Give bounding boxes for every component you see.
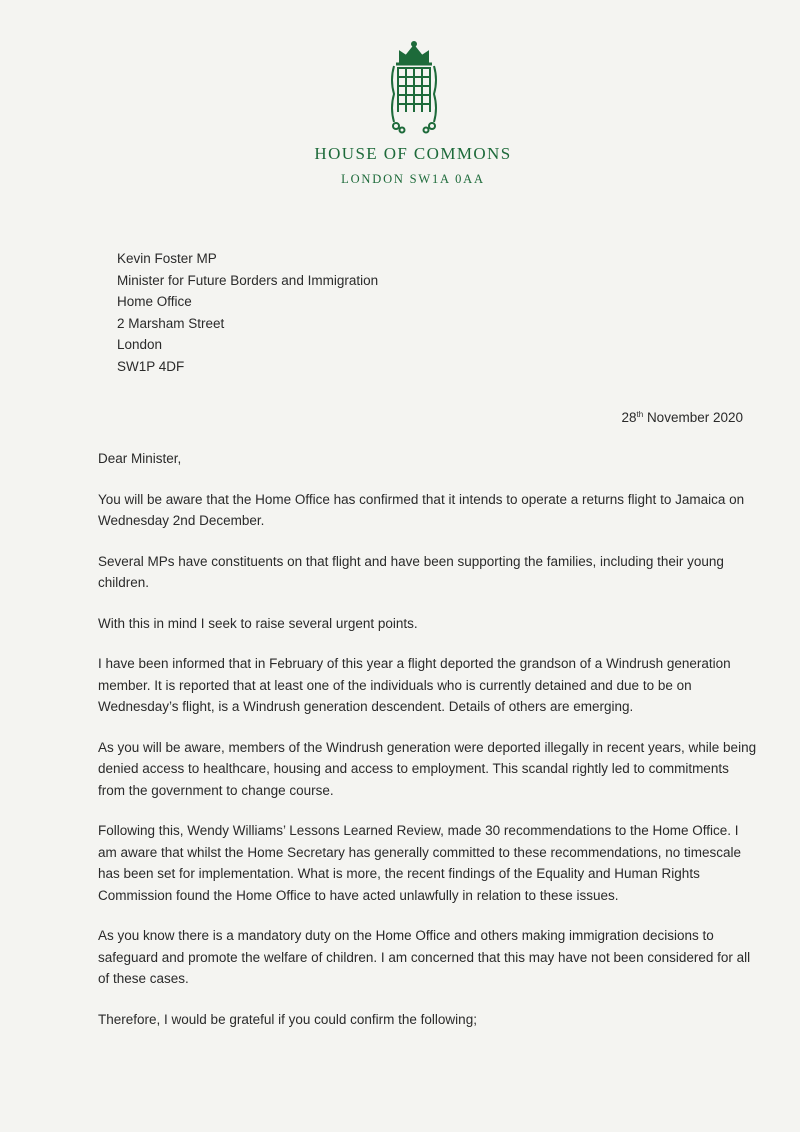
recipient-line: Home Office	[117, 294, 192, 309]
recipient-line: London	[117, 337, 163, 352]
paragraph: You will be aware that the Home Office has confirmed that it intends to operate a returns flight to Jamaica on Wednesday 2nd December.	[98, 491, 745, 528]
paragraph: I have been informed that in February of this year a flight deported the grandson of a Windrush generation member. It is reported that at least one of the individuals who is currently detained and due to be on Wednesday’s flight, is a Windrush generation descendent. Details of others are emerging.	[98, 656, 731, 714]
recipient-line: Kevin Foster MP	[117, 251, 217, 266]
letter-body	[98, 448, 758, 1049]
portcullis-crest-icon	[388, 40, 440, 136]
date-day: 28	[621, 410, 637, 425]
recipient-address	[117, 248, 378, 377]
recipient-line: Minister for Future Borders and Immigration	[117, 272, 379, 288]
paragraph: Following this, Wendy Williams’ Lessons Learned Review, made 30 recommendations to the Home Office. I am aware that whilst the Home Secretary has generally committed to these recommendations, no timescale has been set for implementation. What is more, the recent findings of the Equality and Human Rights Commission found the Home Office to have acted unlawfully in relation to these issues.	[98, 823, 742, 903]
letterhead-address: LONDON SW1A 0AA	[341, 172, 485, 186]
date-rest: November 2020	[646, 410, 743, 425]
paragraph: With this in mind I seek to raise several urgent points.	[98, 615, 418, 631]
letterhead-name: HOUSE OF COMMONS	[314, 144, 512, 163]
recipient-line: 2 Marsham Street	[117, 315, 225, 331]
date-suffix: th	[636, 410, 644, 419]
paragraph: Several MPs have constituents on that flight and have been supporting the families, including their young children.	[98, 553, 724, 590]
paragraph: As you will be aware, members of the Windrush generation were deported illegally in recent years, while being denied access to healthcare, housing and access to employment. This scandal rightly led to commitments from the government to change course.	[98, 739, 757, 798]
letter-date	[621, 410, 743, 425]
recipient-line: SW1P 4DF	[117, 358, 185, 374]
paragraph: As you know there is a mandatory duty on the Home Office and others making immigration decisions to safeguard and promote the welfare of children. I am concerned that this may have not been considered for all of these cases.	[98, 928, 751, 986]
paragraph: Therefore, I would be grateful if you could confirm the following;	[98, 1011, 477, 1027]
salutation: Dear Minister,	[98, 451, 182, 466]
